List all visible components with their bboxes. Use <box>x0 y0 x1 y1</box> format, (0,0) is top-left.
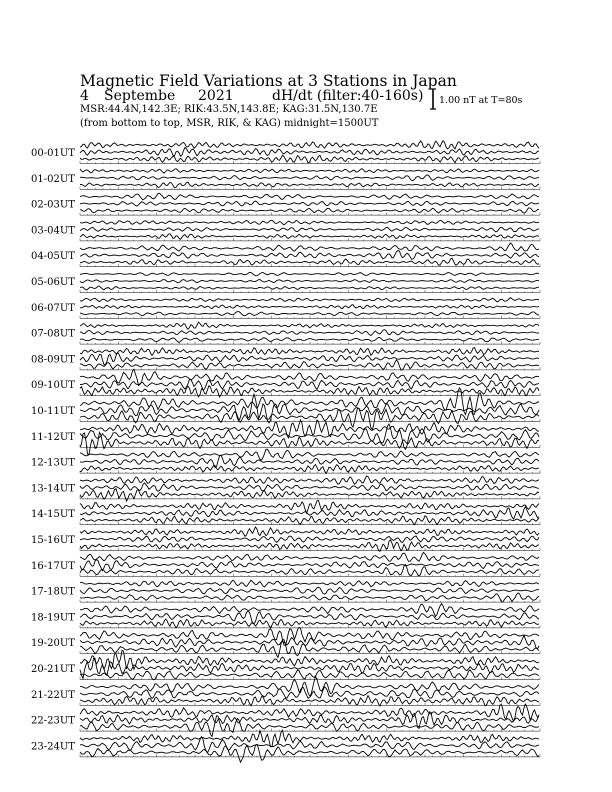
hour-label: 04-05UT <box>31 251 75 263</box>
trace-msr <box>80 169 539 174</box>
trace-kag <box>80 593 539 602</box>
date-month: Septembe <box>104 88 176 104</box>
trace-msr <box>80 369 539 385</box>
trace-rik <box>80 250 539 259</box>
trace-msr <box>80 527 539 536</box>
metric-label: dH/dt (filter:40-160s) <box>272 88 424 104</box>
trace-rik <box>80 483 539 491</box>
trace-kag <box>80 619 539 628</box>
date-day: 4 <box>80 88 89 104</box>
trace-rik <box>80 507 539 519</box>
trace-kag <box>80 286 539 290</box>
hour-label: 08-09UT <box>31 354 75 366</box>
hour-label: 20-21UT <box>31 664 75 675</box>
hour-label: 01-02UT <box>31 173 75 185</box>
trace-rik <box>80 227 539 232</box>
hour-label: 16-17UT <box>31 560 75 572</box>
trace-msr <box>80 500 539 513</box>
scale-label: 1.00 nT at T=80s <box>439 95 523 106</box>
trace-rik <box>80 587 539 594</box>
hour-label: 11-12UT <box>31 431 75 443</box>
trace-msr <box>80 322 539 329</box>
trace-msr <box>80 449 539 460</box>
trace-kag <box>80 565 539 576</box>
trace-msr <box>80 552 539 561</box>
trace-kag <box>80 208 539 213</box>
hour-label: 17-18UT <box>31 586 75 598</box>
hour-label: 18-19UT <box>31 612 75 624</box>
hour-label: 14-15UT <box>31 509 75 521</box>
hour-label: 00-01UT <box>31 148 75 159</box>
trace-rik <box>80 148 539 157</box>
trace-msr <box>80 476 539 484</box>
trace-rik <box>80 353 539 365</box>
trace-rik <box>80 737 539 753</box>
trace-rik <box>80 424 539 449</box>
trace-rik <box>80 201 539 206</box>
hour-label: 06-07UT <box>31 302 75 314</box>
trace-kag <box>80 432 539 454</box>
chart-title: Magnetic Field Variations at 3 Stations in Japan <box>80 72 457 90</box>
hour-label: 09-10UT <box>31 380 75 392</box>
trace-msr <box>80 193 539 200</box>
trace-rik <box>80 305 539 309</box>
trace-rik <box>80 635 539 648</box>
trace-kag <box>80 155 539 163</box>
trace-kag <box>80 312 539 316</box>
trace-msr <box>80 272 539 276</box>
trace-rik <box>80 280 539 283</box>
trace-msr <box>80 220 539 224</box>
hour-label: 07-08UT <box>31 328 75 340</box>
hour-label: 23-24UT <box>31 741 75 753</box>
date-year: 2021 <box>198 88 234 104</box>
hour-label: 21-22UT <box>31 689 75 701</box>
hour-label: 22-23UT <box>31 715 75 727</box>
hour-label: 03-04UT <box>31 225 75 237</box>
trace-msr <box>80 298 539 302</box>
hour-label: 05-06UT <box>31 277 75 288</box>
hour-label: 13-14UT <box>31 483 75 495</box>
hour-label: 10-11UT <box>31 406 75 417</box>
hour-label: 19-20UT <box>31 638 75 650</box>
trace-msr <box>80 604 539 617</box>
trace-rik <box>80 712 539 729</box>
hour-label: 02-03UT <box>31 199 75 211</box>
station-coordinates: MSR:44.4N,142.3E; RIK:43.5N,143.8E; KAG:31.5N,130.7E <box>80 104 378 115</box>
trace-rik <box>80 330 539 336</box>
trace-kag <box>80 337 539 342</box>
trace-msr <box>80 141 539 149</box>
trace-kag <box>80 258 539 265</box>
hour-label: 12-13UT <box>31 457 75 469</box>
trace-msr <box>80 580 539 587</box>
trace-kag <box>80 234 539 240</box>
trace-kag <box>80 516 539 525</box>
trace-rik <box>80 536 539 542</box>
trace-msr <box>80 348 539 356</box>
trace-rik <box>80 175 539 181</box>
trace-kag <box>80 639 539 657</box>
trace-kag <box>80 182 539 188</box>
trace-kag <box>80 489 539 501</box>
trace-msr <box>80 243 539 251</box>
trace-order-note: (from bottom to top, MSR, RIK, & KAG) midnight=1500UT <box>80 118 379 129</box>
hour-label: 15-16UT <box>31 535 75 546</box>
